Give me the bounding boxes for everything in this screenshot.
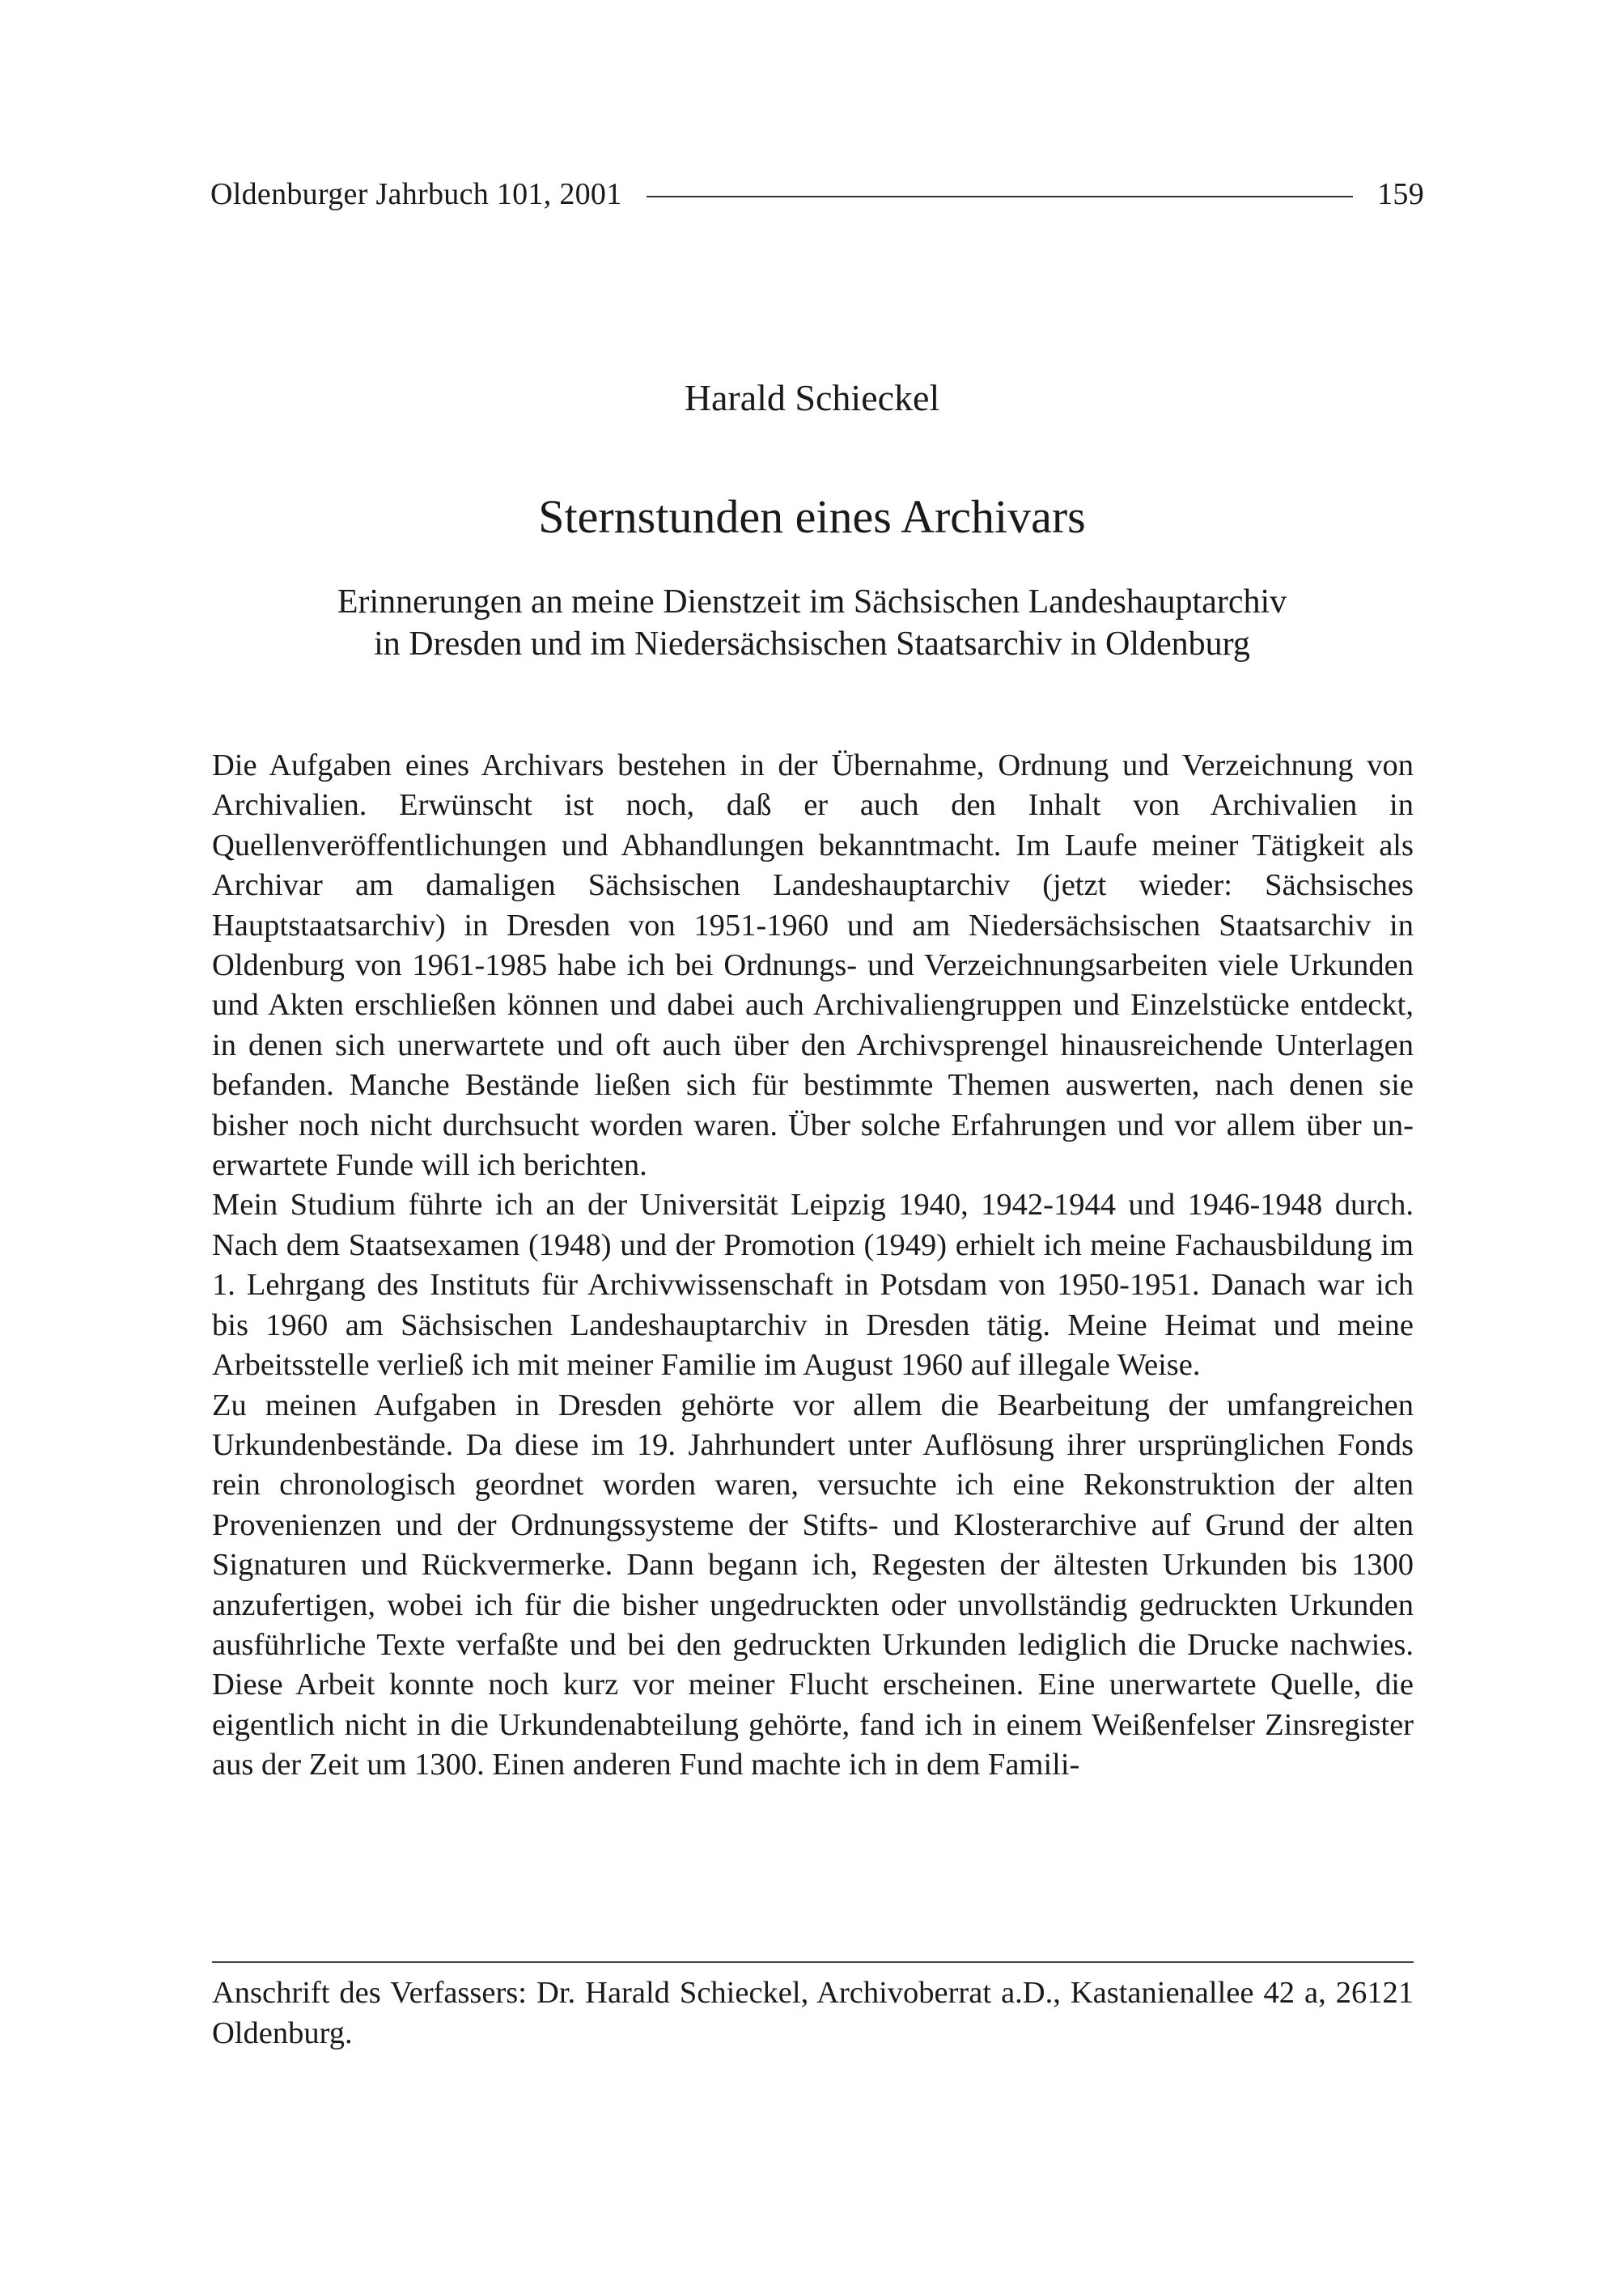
journal-title: Oldenburger Jahrbuch 101, 2001	[210, 177, 622, 211]
body-paragraph-3: Zu meinen Aufgaben in Dresden gehörte vor allem die Bearbeitung der umfangreichen Urkundenbestände. Da diese im 19. Jahrhundert unter Auflösung ihrer ursprünglichen Fonds rein chronologisch geordnet worden waren, versuchte ich eine Rekonstruktion der alten Provenienzen und der Ordnungssysteme der Stifts- und Klosterarchive auf Grund der alten Signaturen und Rückvermerke. Dann begann ich, Regesten der ältesten Urkunden bis 1300 anzufertigen, wobei ich für die bisher ungedruckten oder unvollständig gedruckten Urkunden ausführliche Texte verfaßte und bei den gedruckten Urkunden lediglich die Drucke nachwies. Diese Arbeit konnte noch kurz vor meiner Flucht erscheinen. Eine unerwartete Quelle, die eigentlich nicht in die Urkundenabteilung gehörte, fand ich in einem Weißenfelser Zinsregister aus der Zeit um 1300. Einen anderen Fund machte ich in dem Famili-	[212, 1388, 1414, 1782]
running-header	[210, 170, 1424, 218]
footnote-rule	[212, 1961, 1414, 1963]
article-body	[212, 746, 1414, 1786]
body-paragraph-2: Mein Studium führte ich an der Universität Leipzig 1940, 1942-1944 und 1946-1948 durch. Nach dem Staatsexamen (1948) und der Promotion (1949) erhielt ich meine Fachausbildung im 1. Lehrgang des Instituts für Archivwissenschaft in Potsdam von 1950-1951. Danach war ich bis 1960 am Sächsischen Landeshauptarchiv in Dresden tätig. Meine Heimat und meine Arbeitsstelle verließ ich mit meiner Familie im August 1960 auf illegale Weise.	[212, 1188, 1414, 1383]
body-paragraph-1: Die Aufgaben eines Archivars bestehen in der Übernahme, Ordnung und Verzeichnung von Archivalien. Erwünscht ist noch, daß er auch den Inhalt von Archivalien in Quellenveröffentlichungen und Abhandlungen bekanntmacht. Im Laufe meiner Tätigkeit als Archivar am damaligen Sächsischen Landeshauptarchiv (jetzt wieder: Sächsisches Hauptstaatsarchiv) in Dresden von 1951-1960 und am Niedersächsischen Staatsarchiv in Oldenburg von 1961-1985 habe ich bei Ordnungs- und Verzeichnungsarbeiten viele Urkunden und Akten erschließen können und dabei auch Archivaliengruppen und Einzelstücke entdeckt, in denen sich unerwartete und oft auch über den Archivsprengel hinausreichende Unterlagen befanden. Manche Bestände ließen sich für bestimmte Themen auswerten, nach denen sie bisher noch nicht durchsucht worden waren. Über solche Erfahrungen und vor allem über unerwartete Funde will ich berichten.	[212, 748, 1414, 1183]
article-author: Harald Schieckel	[684, 377, 940, 418]
header-rule	[647, 196, 1354, 197]
article-title: Sternstunden eines Archivars	[538, 490, 1086, 543]
page-number: 159	[1377, 177, 1424, 211]
subtitle-line-2: in Dresden und im Niedersächsischen Staatsarchiv in Oldenburg	[374, 625, 1250, 663]
subtitle-line-1: Erinnerungen an meine Dienstzeit im Sächsischen Landeshauptarchiv	[337, 583, 1287, 621]
author-address-footnote: Anschrift des Verfassers: Dr. Harald Schieckel, Archivoberrat a.D., Kastanienallee 42 a, 26121 Oldenburg.	[212, 1976, 1414, 2050]
article-subtitle	[0, 581, 1624, 665]
